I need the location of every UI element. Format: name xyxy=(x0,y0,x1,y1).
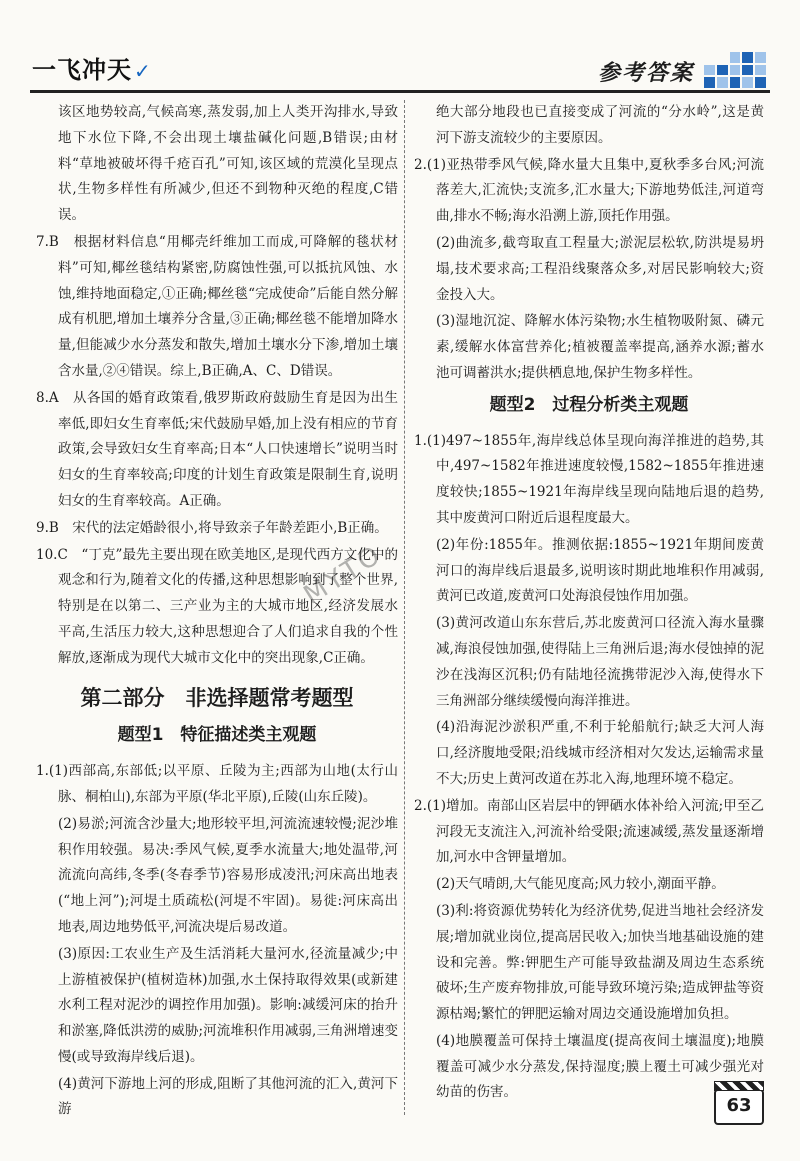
check-icon: ✓ xyxy=(134,59,152,83)
process-answer-2-1: 2.(1)增加。南部山区岩层中的钾硒水体补给入河流;甲至乙河段无支流注入,河流补给受限;流速减缓,蒸发量逐渐增加,河水中含钾量增加。 xyxy=(414,797,764,866)
process-answer-1-3: (3)黄河改道山东东营后,苏北废黄河口径流入海水量骤减,海浪侵蚀加强,使得陆上三角洲后退;海水侵蚀掉的泥沙在浅海区沉积;仍有陆地径流携带泥沙入海,使得水下三角洲部分继续缓慢向海洋推进。 xyxy=(436,615,764,709)
header-title: 参考答案 xyxy=(597,60,694,86)
right-column xyxy=(414,100,764,1107)
answer-1-1: 1.(1)西部高,东部低;以平原、丘陵为主;西部为山地(太行山脉、桐柏山),东部为平原(华北平原),丘陵(山东丘陵)。 xyxy=(36,763,398,805)
process-answer-1-2: (2)年份:1855年。推测依据:1855~1921年期间废黄河口的海岸线后退最多,说明该时期此地堆积作用减弱,黄河已改道,废黄河口处海浪侵蚀作用加强。 xyxy=(436,536,764,605)
mosaic-icon xyxy=(704,52,766,88)
left-column xyxy=(36,100,398,1124)
process-answer-2-3: (3)利:将资源优势转化为经济优势,促进当地社会经济发展;增加就业岗位,提高居民收入;加快当地基础设施的建设和完善。弊:钾肥生产可能导致盐湖及周边生态系统破坏;生产废弃物排放,可能导致环境污染;造成钾盐等资源枯竭;繁忙的钾肥运输对周边交通设施增加负担。 xyxy=(436,902,764,1023)
type-2-title: 题型2 过程分析类主观题 xyxy=(489,394,689,415)
brand-logo xyxy=(32,50,152,85)
answer-2-3: (3)湿地沉淀、降解水体污染物;水生植物吸附氮、磷元素,缓解水体富营养化;植被覆盖率提高,涵养水源;蓄水池可调蓄洪水;提供栖息地,保护生物多样性。 xyxy=(436,313,764,381)
answer-1-3: (3)原因:工农业生产及生活消耗大量河水,径流量减少;中上游植被保护(植树造林)加强,水土保持取得效果(或新建水利工程对泥沙的调控作用加强)。影响:减缓河床的抬升和淤塞,降低洪涝的威胁;河流堆积作用减弱,三角洲增速变慢(或导致海岸线后退)。 xyxy=(58,945,398,1065)
answer-8: 8.A 从各国的婚育政策看,俄罗斯政府鼓励生育是因为出生率低,即妇女生育率低;宋代鼓励早婚,加上没有相应的节育政策,会导致妇女生育率高;日本“人口快速增长”说明当时妇女的生育率较高;印度的计划生育政策是限制生育,说明妇女的生育率较高。A正确。 xyxy=(36,389,398,509)
part-two-title: 第二部分 非选择题常考题型 xyxy=(80,685,354,710)
answer-2-2: (2)曲流多,截弯取直工程量大;淤泥层松软,防洪堤易坍塌,技术要求高;工程沿线聚落众多,对居民影响较大;资金投入大。 xyxy=(436,234,764,303)
process-answer-1-1: 1.(1)497~1855年,海岸线总体呈现向海洋推进的趋势,其中,497~1582年推进速度较慢,1582~1855年推进速度较快;1855~1921年海岸线呈现向陆地后退的趋势,其中废黄河口附近后退程度最大。 xyxy=(414,432,764,526)
process-answer-1-4: (4)沿海泥沙淤积严重,不利于轮船航行;缺乏大河人海口,经济腹地受限;沿线城市经济相对欠发达,运输需求量不大;历史上黄河改道在苏北入海,地理环境不稳定。 xyxy=(436,719,764,787)
brand-text: 一飞冲天 xyxy=(32,56,132,84)
answer-10: 10.C “丁克”最先主要出现在欧美地区,是现代西方文化中的观念和行为,随着文化的传播,这种思想影响到了整个世界,特别是在以第二、三产业为主的大城市地区,经济发展水平高,生活压力较大,这种思想迎合了人们追求自我的个性解放,逐渐成为现代大城市文化中的突出现象,C正确。 xyxy=(36,546,398,666)
page-header xyxy=(0,0,800,92)
answer-9: 9.B 宋代的法定婚龄很小,将导致亲子年龄差距小,B正确。 xyxy=(36,519,388,536)
process-answer-2-4: (4)地膜覆盖可保持土壤温度(提高夜间土壤温度);地膜覆盖可减少水分蒸发,保持湿度;膜上覆土可减少强光对幼苗的伤害。 xyxy=(436,1032,764,1101)
answer-1-4: (4)黄河下游地上河的形成,阻断了其他河流的汇入,黄河下游 xyxy=(58,1075,398,1118)
column-divider xyxy=(404,100,405,1115)
answer-continued-right: 绝大部分地段也已直接变成了河流的“分水岭”,这是黄河下游支流较少的主要原因。 xyxy=(436,104,764,146)
process-answer-2-2: (2)天气晴朗,大气能见度高;风力较小,潮面平静。 xyxy=(436,876,725,893)
answer-2-1: 2.(1)亚热带季风气候,降水量大且集中,夏秋季多台风;河流落差大,汇流快;支流多,汇水量大;下游地势低洼,河道弯曲,排水不畅;海水沿溯上游,顶托作用强。 xyxy=(414,156,764,225)
answer-7: 7.B 根据材料信息“用椰壳纤维加工而成,可降解的毯状材料”可知,椰丝毯结构紧密,防腐蚀性强,可以抵抗风蚀、水蚀,维持地面稳定,①正确;椰丝毯“完成使命”后能自然分解成有机肥,增加土壤养分含量,③正确;椰丝毯不能增加降水量,但能减少水分蒸发和散失,增加土壤水分下渗,增加土壤含水量,②④错误。综上,B正确,A、C、D错误。 xyxy=(36,233,398,379)
header-rule xyxy=(30,90,770,93)
watermark: MYTO xyxy=(298,539,389,611)
type-1-title: 题型1 特征描述类主观题 xyxy=(117,725,317,746)
answer-continued: 该区地势较高,气候高寒,蒸发弱,加上人类开沟排水,导致地下水位下降,不会出现土壤盐碱化问题,B错误;由材料“草地被破坏得千疮百孔”可知,该区域的荒漠化呈现点状,生物多样性有所减少,但还不到物种灭绝的程度,C错误。 xyxy=(58,104,398,224)
answer-1-2: (2)易淤;河流含沙量大;地形较平坦,河流流速较慢;泥沙堆积作用较强。易决:季风气候,夏季水流量大;地处温带,河流流向高纬,冬季(冬春季节)容易形成凌汛;河床高出地表(“地上河”);河堤土质疏松(河堤不牢固)。易徙:河床高出地表,周边地势低平,河流决堤后易改道。 xyxy=(58,815,398,935)
page-number: 63 xyxy=(714,1089,764,1125)
